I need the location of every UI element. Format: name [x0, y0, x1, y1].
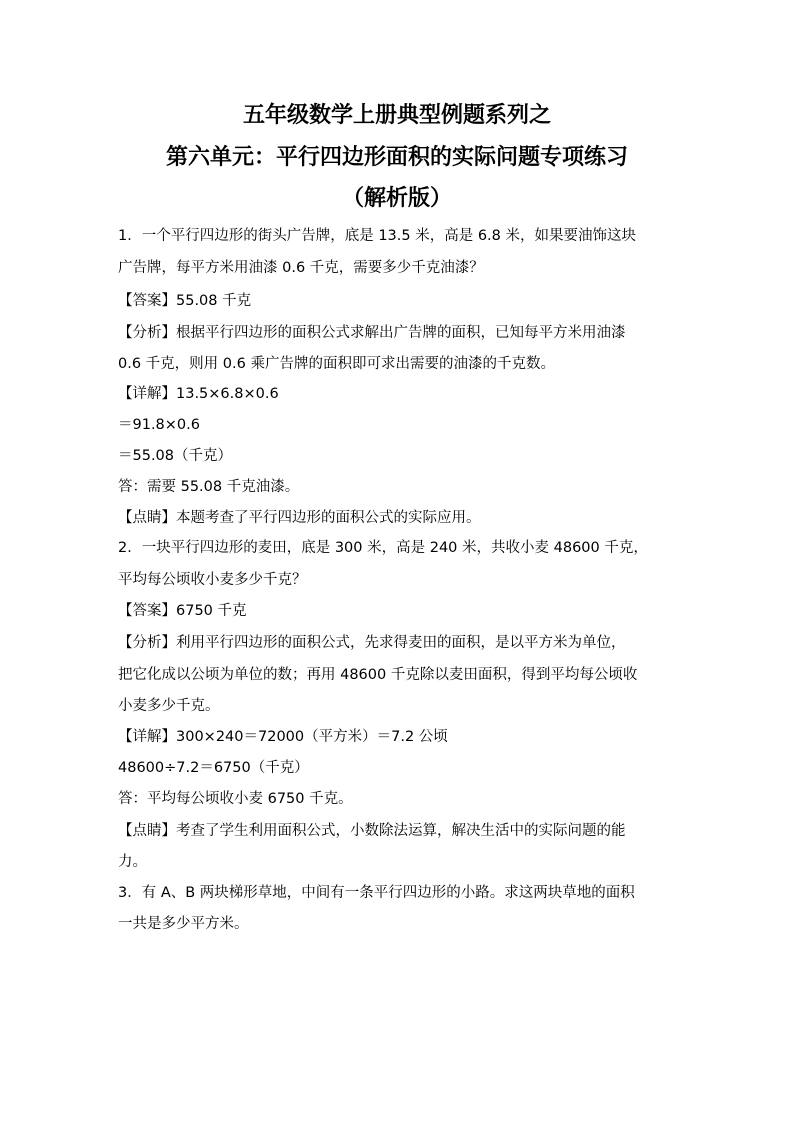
question-1-text-line-1: 1．一个平行四边形的街头广告牌，底是 13.5 米，高是 6.8 米，如果要油饰这块 — [118, 228, 637, 244]
question-3-text-line-1: 3．有 A、B 两块梯形草地，中间有一条平行四边形的小路。求这两块草地的面积 — [118, 885, 635, 901]
question-3-text-line-2: 一共是多少平方米。 — [118, 916, 249, 932]
question-1-comment: 【点睛】本题考查了平行四边形的面积公式的实际应用。 — [118, 510, 481, 526]
document-title-series: 五年级数学上册典型例题系列之 — [242, 103, 551, 128]
question-2-comment-line-1: 【点睛】考查了学生利用面积公式，小数除法运算，解决生活中的实际问题的能 — [118, 823, 626, 839]
question-1-analysis-line-2: 0.6 千克，则用 0.6 乘广告牌的面积即可求出需要的油漆的千克数。 — [118, 356, 555, 372]
question-2-comment-line-2: 力。 — [118, 854, 147, 870]
question-1-answer: 【答案】55.08 千克 — [118, 293, 252, 309]
question-2-analysis-line-2: 把它化成以公顷为单位的数；再用 48600 千克除以麦田面积，得到平均每公顷收 — [118, 667, 638, 683]
question-1-reply: 答：需要 55.08 千克油漆。 — [118, 479, 300, 495]
question-1-detail-line-2: ＝91.8×0.6 — [118, 417, 200, 433]
question-2-analysis-line-1: 【分析】利用平行四边形的面积公式，先求得麦田的面积，是以平方米为单位， — [118, 635, 626, 651]
question-2-detail-line-1: 【详解】300×240＝72000（平方米）＝7.2 公顷 — [118, 729, 448, 745]
question-1-detail-line-3: ＝55.08（千克） — [118, 448, 233, 464]
question-2-analysis-line-3: 小麦多少千克。 — [118, 698, 220, 714]
question-2-text-line-2: 平均每公顷收小麦多少千克？ — [118, 572, 307, 588]
question-2-reply: 答：平均每公顷收小麦 6750 千克。 — [118, 791, 353, 807]
question-1-analysis-line-1: 【分析】根据平行四边形的面积公式求解出广告牌的面积，已知每平方米用油漆 — [118, 325, 626, 341]
question-2-text-line-1: 2．一块平行四边形的麦田，底是 300 米，高是 240 米，共收小麦 48600 千克， — [118, 540, 648, 556]
question-2-detail-line-2: 48600÷7.2＝6750（千克） — [118, 760, 309, 776]
document-title-version: （解析版） — [341, 186, 452, 211]
question-1-text-line-2: 广告牌，每平方米用油漆 0.6 千克，需要多少千克油漆？ — [118, 260, 484, 276]
question-1-detail-line-1: 【详解】13.5×6.8×0.6 — [118, 386, 279, 402]
question-2-answer: 【答案】6750 千克 — [118, 603, 247, 619]
document-title-unit: 第六单元：平行四边形面积的实际问题专项练习 — [165, 145, 628, 170]
